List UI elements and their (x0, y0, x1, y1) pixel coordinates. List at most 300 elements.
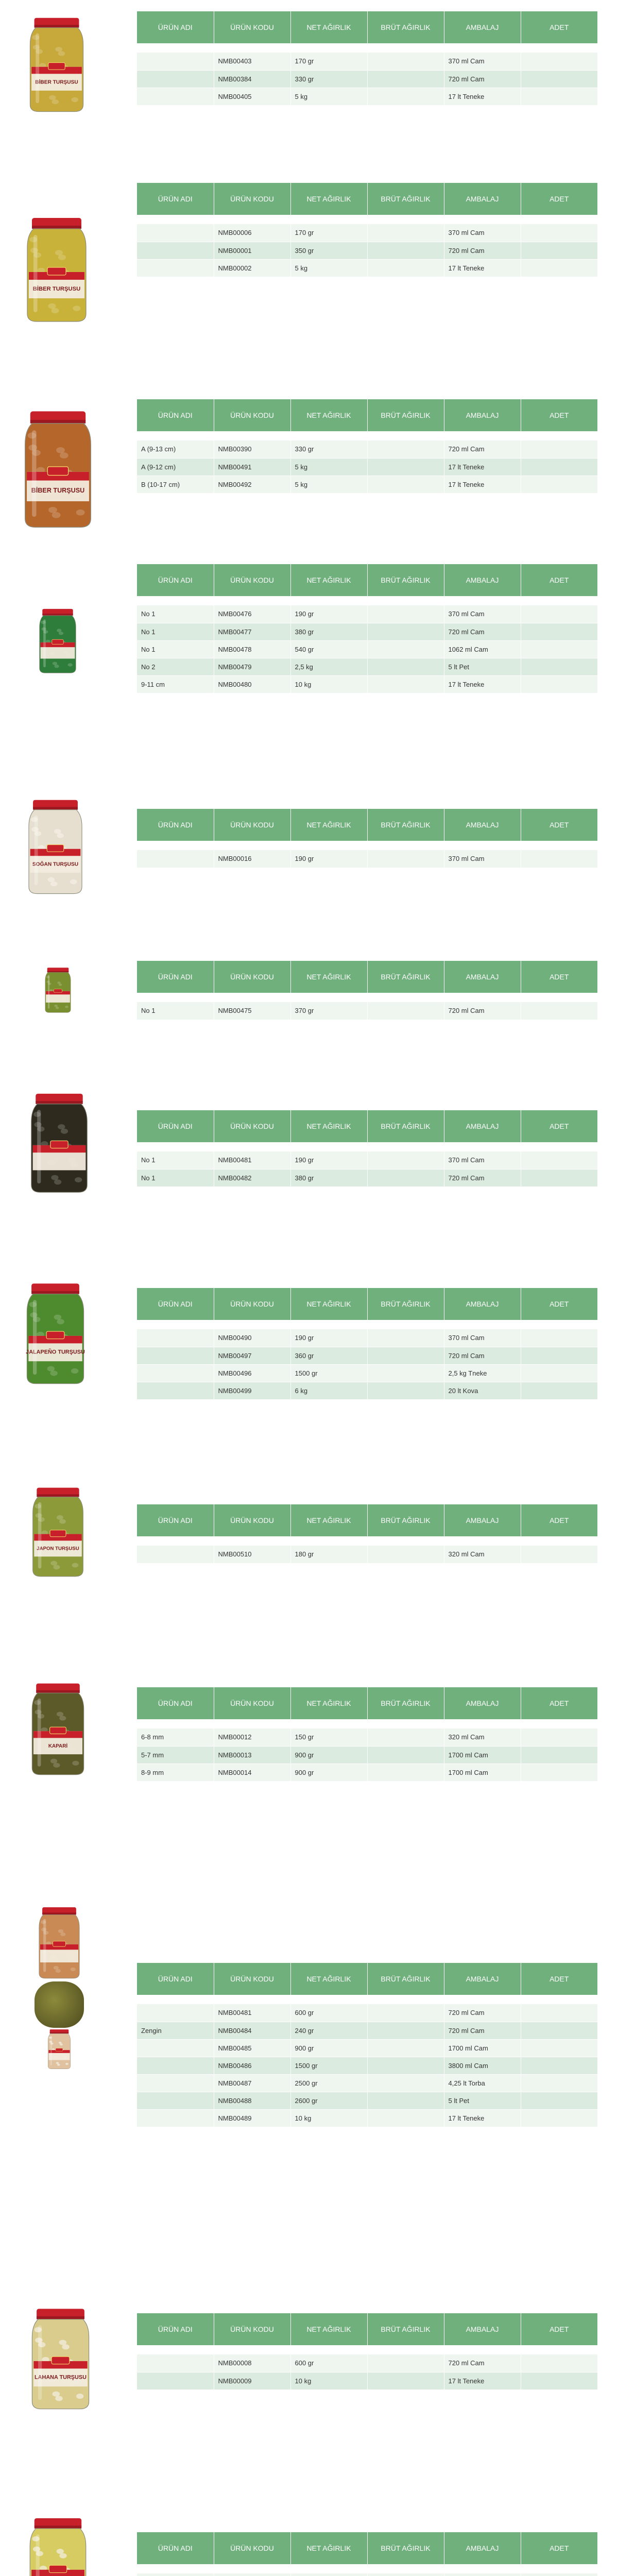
column-header: BRÜT AĞIRLIK (367, 183, 444, 215)
table-cell (521, 53, 597, 70)
table-cell: 370 ml Cam (444, 53, 521, 70)
table-cell (367, 458, 444, 476)
product-jar-image (21, 1682, 95, 1777)
table-cell (137, 2109, 214, 2127)
column-header: NET AĞIRLIK (290, 1288, 367, 1320)
table-cell (137, 53, 214, 70)
table-cell (214, 2573, 290, 2576)
table-cell: 2,5 kg (290, 658, 367, 675)
table-cell (521, 259, 597, 277)
table-cell (521, 850, 597, 868)
table-cell (521, 1728, 597, 1746)
column-header: ADET (521, 1288, 597, 1320)
table-cell (367, 1364, 444, 1382)
table-cell: 720 ml Cam (444, 1169, 521, 1187)
table-header-row (137, 1687, 597, 1719)
product-jar-image (21, 2517, 95, 2576)
table-cell: 720 ml Cam (444, 440, 521, 458)
product-spec-table (137, 1687, 597, 1782)
table-row (137, 1347, 597, 1364)
table-cell: 370 ml Cam (444, 605, 521, 623)
product-spec-table (137, 1110, 597, 1187)
table-cell: 380 gr (290, 1169, 367, 1187)
table-cell (367, 1169, 444, 1187)
table-cell: 17 lt Teneke (444, 259, 521, 277)
table-cell (521, 2372, 597, 2389)
table-cell: 190 gr (290, 850, 367, 868)
column-header: ÜRÜN ADI (137, 1963, 214, 1995)
table-cell (367, 2004, 444, 2022)
column-header: NET AĞIRLIK (290, 1110, 367, 1142)
table-cell (521, 640, 597, 658)
column-header: AMBALAJ (444, 2313, 521, 2345)
table-row (137, 605, 597, 623)
table-cell (137, 224, 214, 242)
table-cell: 190 gr (290, 1151, 367, 1169)
column-header: NET AĞIRLIK (290, 809, 367, 841)
column-header: ÜRÜN KODU (214, 2313, 290, 2345)
table-row (137, 1151, 597, 1169)
column-header: BRÜT AĞIRLIK (367, 1110, 444, 1142)
table-cell (137, 2354, 214, 2372)
table-cell: NMB00013 (214, 1746, 290, 1764)
table-row (137, 1728, 597, 1746)
column-header: AMBALAJ (444, 1504, 521, 1536)
column-header: BRÜT AĞIRLIK (367, 961, 444, 993)
table-cell: 720 ml Cam (444, 623, 521, 640)
product-image (21, 2517, 95, 2576)
column-header: ÜRÜN KODU (214, 2532, 290, 2564)
column-header: BRÜT AĞIRLIK (367, 1504, 444, 1536)
table-cell (367, 605, 444, 623)
column-header: AMBALAJ (444, 1110, 521, 1142)
column-header: ADET (521, 1504, 597, 1536)
table-cell: Zengin (137, 2022, 214, 2039)
table-row (137, 640, 597, 658)
table-cell (137, 1347, 214, 1364)
table-cell: 10 kg (290, 675, 367, 693)
table-cell: 5 kg (290, 476, 367, 493)
table-cell: NMB00002 (214, 259, 290, 277)
table-cell (367, 675, 444, 693)
table-cell (137, 2039, 214, 2057)
table-cell (521, 2573, 597, 2576)
column-header: AMBALAJ (444, 2532, 521, 2564)
table-row (137, 2039, 597, 2057)
column-header: ÜRÜN ADI (137, 2532, 214, 2564)
table-cell: NMB00475 (214, 1002, 290, 1020)
table-cell (521, 2354, 597, 2372)
table-cell (367, 1347, 444, 1364)
table-cell: 600 gr (290, 2354, 367, 2372)
column-header: ADET (521, 564, 597, 596)
table-cell: 600 gr (290, 2004, 367, 2022)
product-image (23, 2306, 98, 2414)
table-cell (367, 1329, 444, 1347)
table-cell (367, 2057, 444, 2074)
table-row (137, 440, 597, 458)
product-image (18, 799, 93, 896)
table-cell: 370 ml Cam (444, 224, 521, 242)
product-jar-image (41, 2029, 78, 2070)
table-cell: 10 kg (290, 2109, 367, 2127)
table-cell (367, 1382, 444, 1399)
table-cell (521, 2109, 597, 2127)
table-header-row (137, 1963, 597, 1995)
product-jar-image (13, 16, 100, 114)
table-row (137, 1002, 597, 1020)
table-cell (367, 1546, 444, 1563)
column-header: AMBALAJ (444, 961, 521, 993)
table-cell: NMB00384 (214, 70, 290, 88)
table-cell: No 1 (137, 640, 214, 658)
table-cell: 370 ml Cam (444, 850, 521, 868)
table-cell: NMB00006 (214, 224, 290, 242)
table-cell: 17 lt Teneke (444, 2109, 521, 2127)
table-cell (367, 70, 444, 88)
table-cell: 5 kg (290, 259, 367, 277)
table-cell: NMB00403 (214, 53, 290, 70)
table-cell (137, 2057, 214, 2074)
table-cell (367, 440, 444, 458)
table-cell: NMB00499 (214, 1382, 290, 1399)
table-cell (367, 2092, 444, 2109)
product-jar-image (18, 1280, 93, 1388)
table-cell (367, 1728, 444, 1746)
product-image (23, 1486, 93, 1579)
table-cell: NMB00481 (214, 1151, 290, 1169)
product-spec-table (137, 399, 597, 494)
table-cell (137, 1329, 214, 1347)
table-cell: NMB00492 (214, 476, 290, 493)
table-cell: NMB00497 (214, 1347, 290, 1364)
table-cell: 720 ml Cam (444, 242, 521, 259)
table-cell (367, 658, 444, 675)
table-cell: No 1 (137, 1169, 214, 1187)
table-cell: No 1 (137, 605, 214, 623)
column-header: ÜRÜN KODU (214, 1963, 290, 1995)
table-cell (137, 1546, 214, 1563)
table-cell (367, 242, 444, 259)
table-cell: NMB00479 (214, 658, 290, 675)
table-cell (521, 476, 597, 493)
column-header: ÜRÜN ADI (137, 1288, 214, 1320)
table-cell (367, 476, 444, 493)
table-row (137, 1169, 597, 1187)
table-cell: 190 gr (290, 605, 367, 623)
table-cell: NMB00001 (214, 242, 290, 259)
column-header: ADET (521, 1110, 597, 1142)
table-cell: 900 gr (290, 1764, 367, 1781)
table-cell: NMB00012 (214, 1728, 290, 1746)
table-cell: 1500 gr (290, 2057, 367, 2074)
table-cell: 720 ml Cam (444, 1002, 521, 1020)
table-cell (367, 224, 444, 242)
table-cell: 900 gr (290, 1746, 367, 1764)
table-cell: NMB00480 (214, 675, 290, 693)
table-cell (367, 2573, 444, 2576)
table-cell: NMB00009 (214, 2372, 290, 2389)
product-spec-table (137, 1963, 597, 2127)
table-cell: 380 gr (290, 623, 367, 640)
table-cell (367, 53, 444, 70)
table-cell: NMB00482 (214, 1169, 290, 1187)
product-image (21, 1092, 98, 1195)
table-cell: No 2 (137, 658, 214, 675)
product-jar-image (32, 608, 83, 675)
column-header: BRÜT AĞIRLIK (367, 399, 444, 431)
table-cell: 17 lt Teneke (444, 2372, 521, 2389)
table-header-row (137, 399, 597, 431)
table-row (137, 2004, 597, 2022)
table-cell (521, 2092, 597, 2109)
table-cell: 240 gr (290, 2022, 367, 2039)
table-cell (367, 1764, 444, 1781)
product-image (13, 16, 100, 114)
column-header: ÜRÜN KODU (214, 1504, 290, 1536)
column-header: BRÜT AĞIRLIK (367, 2532, 444, 2564)
product-spec-table (137, 809, 597, 868)
table-cell (521, 88, 597, 105)
table-cell: 360 gr (290, 1347, 367, 1364)
jar-label-text: BİBER TURŞUSU (31, 487, 85, 495)
product-jar-image (13, 216, 100, 325)
table-cell: 5-7 mm (137, 1746, 214, 1764)
column-header: AMBALAJ (444, 183, 521, 215)
table-cell: No 1 (137, 1151, 214, 1169)
product-jar-image (28, 1906, 90, 1980)
table-cell (137, 259, 214, 277)
table-cell: NMB00014 (214, 1764, 290, 1781)
table-cell (367, 1746, 444, 1764)
table-cell: A (9-13 cm) (137, 440, 214, 458)
product-image (18, 1280, 93, 1388)
table-cell (137, 88, 214, 105)
product-spec-table (137, 961, 597, 1020)
table-cell: 370 ml Cam (444, 1151, 521, 1169)
column-header: AMBALAJ (444, 1288, 521, 1320)
column-header: NET AĞIRLIK (290, 11, 367, 43)
column-header: NET AĞIRLIK (290, 399, 367, 431)
table-cell: NMB00016 (214, 850, 290, 868)
table-row (137, 2372, 597, 2389)
table-row (137, 623, 597, 640)
table-cell: 1500 gr (290, 1364, 367, 1382)
column-header: ADET (521, 961, 597, 993)
table-cell (521, 1169, 597, 1187)
table-cell (137, 850, 214, 868)
table-header-row (137, 11, 597, 43)
table-header-row (137, 1110, 597, 1142)
table-cell (521, 440, 597, 458)
table-cell: 350 gr (290, 242, 367, 259)
table-cell (367, 2109, 444, 2127)
table-header-row (137, 1504, 597, 1536)
table-cell (367, 2354, 444, 2372)
table-cell: NMB00485 (214, 2039, 290, 2057)
table-row (137, 1746, 597, 1764)
table-row (137, 2573, 597, 2576)
table-cell (521, 458, 597, 476)
table-row (137, 224, 597, 242)
table-cell: 17 lt Teneke (444, 675, 521, 693)
table-cell (521, 2074, 597, 2092)
product-spec-table (137, 11, 597, 106)
olive-pile-image (35, 1981, 84, 2028)
table-row (137, 2092, 597, 2109)
table-row (137, 658, 597, 675)
product-image (32, 608, 83, 675)
table-cell: 17 lt Teneke (444, 476, 521, 493)
column-header: ÜRÜN ADI (137, 961, 214, 993)
table-header-row (137, 564, 597, 596)
table-cell: NMB00487 (214, 2074, 290, 2092)
table-cell (367, 1151, 444, 1169)
table-cell (367, 2039, 444, 2057)
product-jar-image (41, 963, 75, 1018)
column-header: BRÜT AĞIRLIK (367, 1288, 444, 1320)
table-row (137, 1364, 597, 1382)
column-header: ÜRÜN KODU (214, 399, 290, 431)
table-cell (521, 70, 597, 88)
column-header: ÜRÜN KODU (214, 1110, 290, 1142)
table-cell (137, 1364, 214, 1382)
table-row (137, 2074, 597, 2092)
table-row (137, 1546, 597, 1563)
jar-label-text: SOĞAN TURŞUSU (32, 861, 79, 868)
table-cell (367, 2022, 444, 2039)
table-cell: 20 lt Kova (444, 1382, 521, 1399)
column-header: ÜRÜN KODU (214, 183, 290, 215)
table-header-row (137, 961, 597, 993)
product-jar-image (18, 799, 93, 896)
table-cell (367, 1002, 444, 1020)
table-cell (521, 675, 597, 693)
table-cell: 17 lt Teneke (444, 458, 521, 476)
table-cell (137, 1382, 214, 1399)
table-cell (521, 1382, 597, 1399)
table-cell: 1062 ml Cam (444, 640, 521, 658)
product-spec-table (137, 564, 597, 693)
table-cell: 150 gr (290, 1728, 367, 1746)
product-image (41, 963, 75, 1018)
table-cell (521, 1151, 597, 1169)
table-cell (521, 1347, 597, 1364)
product-spec-table (137, 1504, 597, 1564)
column-header: ÜRÜN ADI (137, 809, 214, 841)
table-cell: 190 gr (290, 1329, 367, 1347)
table-cell (521, 1364, 597, 1382)
table-cell: 1700 ml Cam (444, 1746, 521, 1764)
column-header: ÜRÜN ADI (137, 1504, 214, 1536)
column-header: ÜRÜN KODU (214, 1288, 290, 1320)
table-cell (137, 2004, 214, 2022)
table-cell (367, 850, 444, 868)
column-header: ADET (521, 11, 597, 43)
table-row (137, 88, 597, 105)
table-cell (521, 623, 597, 640)
table-cell (367, 88, 444, 105)
table-cell: NMB00476 (214, 605, 290, 623)
table-cell: 4,25 lt Torba (444, 2074, 521, 2092)
table-cell: 720 ml Cam (444, 2022, 521, 2039)
table-cell: 10 kg (290, 2372, 367, 2389)
table-cell: NMB00489 (214, 2109, 290, 2127)
table-cell (444, 2573, 521, 2576)
column-header: BRÜT AĞIRLIK (367, 809, 444, 841)
table-cell (521, 2004, 597, 2022)
column-header: ADET (521, 2532, 597, 2564)
table-row (137, 70, 597, 88)
table-cell: 5 lt Pet (444, 658, 521, 675)
column-header: AMBALAJ (444, 399, 521, 431)
table-cell: NMB00484 (214, 2022, 290, 2039)
product-spec-table (137, 183, 597, 277)
table-cell: 2,5 kg Tneke (444, 1364, 521, 1382)
column-header: NET AĞIRLIK (290, 1687, 367, 1719)
table-row (137, 259, 597, 277)
table-cell: NMB00477 (214, 623, 290, 640)
product-image (21, 1682, 95, 1777)
table-cell: NMB00486 (214, 2057, 290, 2074)
column-header: NET AĞIRLIK (290, 183, 367, 215)
table-cell (521, 658, 597, 675)
table-cell (367, 2372, 444, 2389)
table-row (137, 458, 597, 476)
column-header: ÜRÜN KODU (214, 809, 290, 841)
column-header: ÜRÜN KODU (214, 961, 290, 993)
table-cell: NMB00481 (214, 2004, 290, 2022)
table-row (137, 850, 597, 868)
table-cell: 9-11 cm (137, 675, 214, 693)
table-cell (521, 2022, 597, 2039)
column-header: BRÜT AĞIRLIK (367, 564, 444, 596)
table-cell (521, 224, 597, 242)
table-cell: NMB00488 (214, 2092, 290, 2109)
table-row (137, 2022, 597, 2039)
table-row (137, 1764, 597, 1781)
table-cell: 370 gr (290, 1002, 367, 1020)
table-cell: B (10-17 cm) (137, 476, 214, 493)
column-header: AMBALAJ (444, 809, 521, 841)
table-cell: 2600 gr (290, 2092, 367, 2109)
table-cell: NMB00491 (214, 458, 290, 476)
product-spec-table (137, 2532, 597, 2576)
table-header-row (137, 809, 597, 841)
product-image (13, 216, 100, 325)
table-cell (521, 1002, 597, 1020)
table-cell (137, 2092, 214, 2109)
table-cell: 180 gr (290, 1546, 367, 1563)
table-cell: 2500 gr (290, 2074, 367, 2092)
column-header: AMBALAJ (444, 11, 521, 43)
column-header: ADET (521, 1687, 597, 1719)
table-cell: 720 ml Cam (444, 70, 521, 88)
jar-label-text: BİBER TURŞUSU (32, 286, 81, 292)
column-header: NET AĞIRLIK (290, 2313, 367, 2345)
table-header-row (137, 2313, 597, 2345)
table-cell: 320 ml Cam (444, 1546, 521, 1563)
column-header: ÜRÜN ADI (137, 1687, 214, 1719)
jar-label-text: JALAPEÑO TURŞUSU (26, 1349, 85, 1355)
jar-label-text: KAPARİ (48, 1743, 68, 1749)
table-cell (521, 1329, 597, 1347)
table-row (137, 2109, 597, 2127)
table-cell: NMB00008 (214, 2354, 290, 2372)
table-cell: NMB00510 (214, 1546, 290, 1563)
column-header: ADET (521, 183, 597, 215)
table-cell: 6 kg (290, 1382, 367, 1399)
